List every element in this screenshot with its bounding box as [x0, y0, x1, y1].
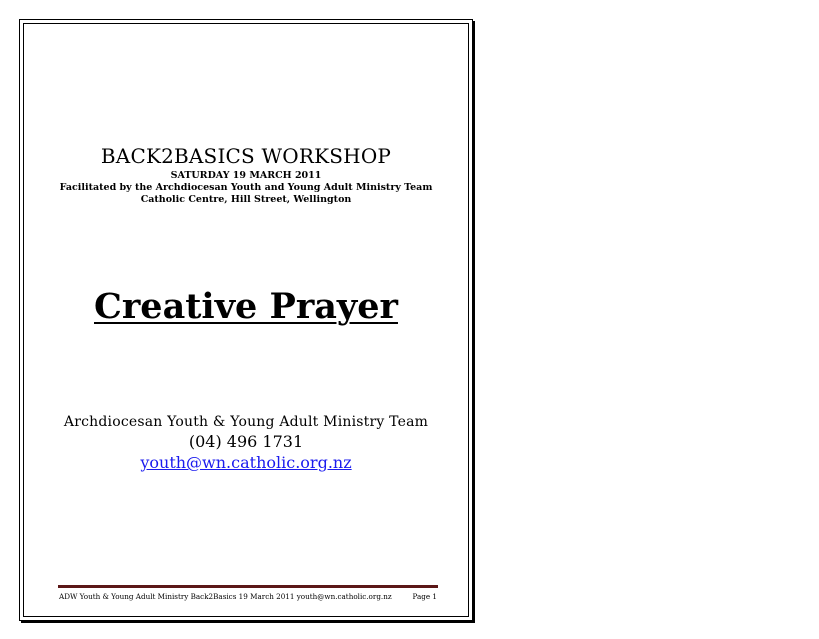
- contact-email-link[interactable]: youth@wn.catholic.org.nz: [140, 453, 352, 472]
- event-date: SATURDAY 19 MARCH 2011: [170, 170, 322, 181]
- page-border: [23, 23, 469, 617]
- contact-team-name: Archdiocesan Youth & Young Adult Ministry Team: [63, 414, 429, 430]
- venue-line: Catholic Centre, Hill Street, Wellington: [140, 194, 352, 205]
- footer: [59, 592, 439, 601]
- footer-text: ADW Youth & Young Adult Ministry Back2Basics 19 March 2011 youth@wn.catholic.org.nz: [59, 592, 392, 601]
- main-title: Creative Prayer: [94, 286, 398, 327]
- facilitator-line: Facilitated by the Archdiocesan Youth and Young Adult Ministry Team: [59, 182, 433, 193]
- document-page: [19, 19, 473, 621]
- contact-phone: (04) 496 1731: [188, 432, 304, 451]
- workshop-title: BACK2BASICS WORKSHOP: [100, 144, 392, 168]
- footer-divider: [58, 585, 438, 588]
- page-number: Page 1: [412, 592, 437, 601]
